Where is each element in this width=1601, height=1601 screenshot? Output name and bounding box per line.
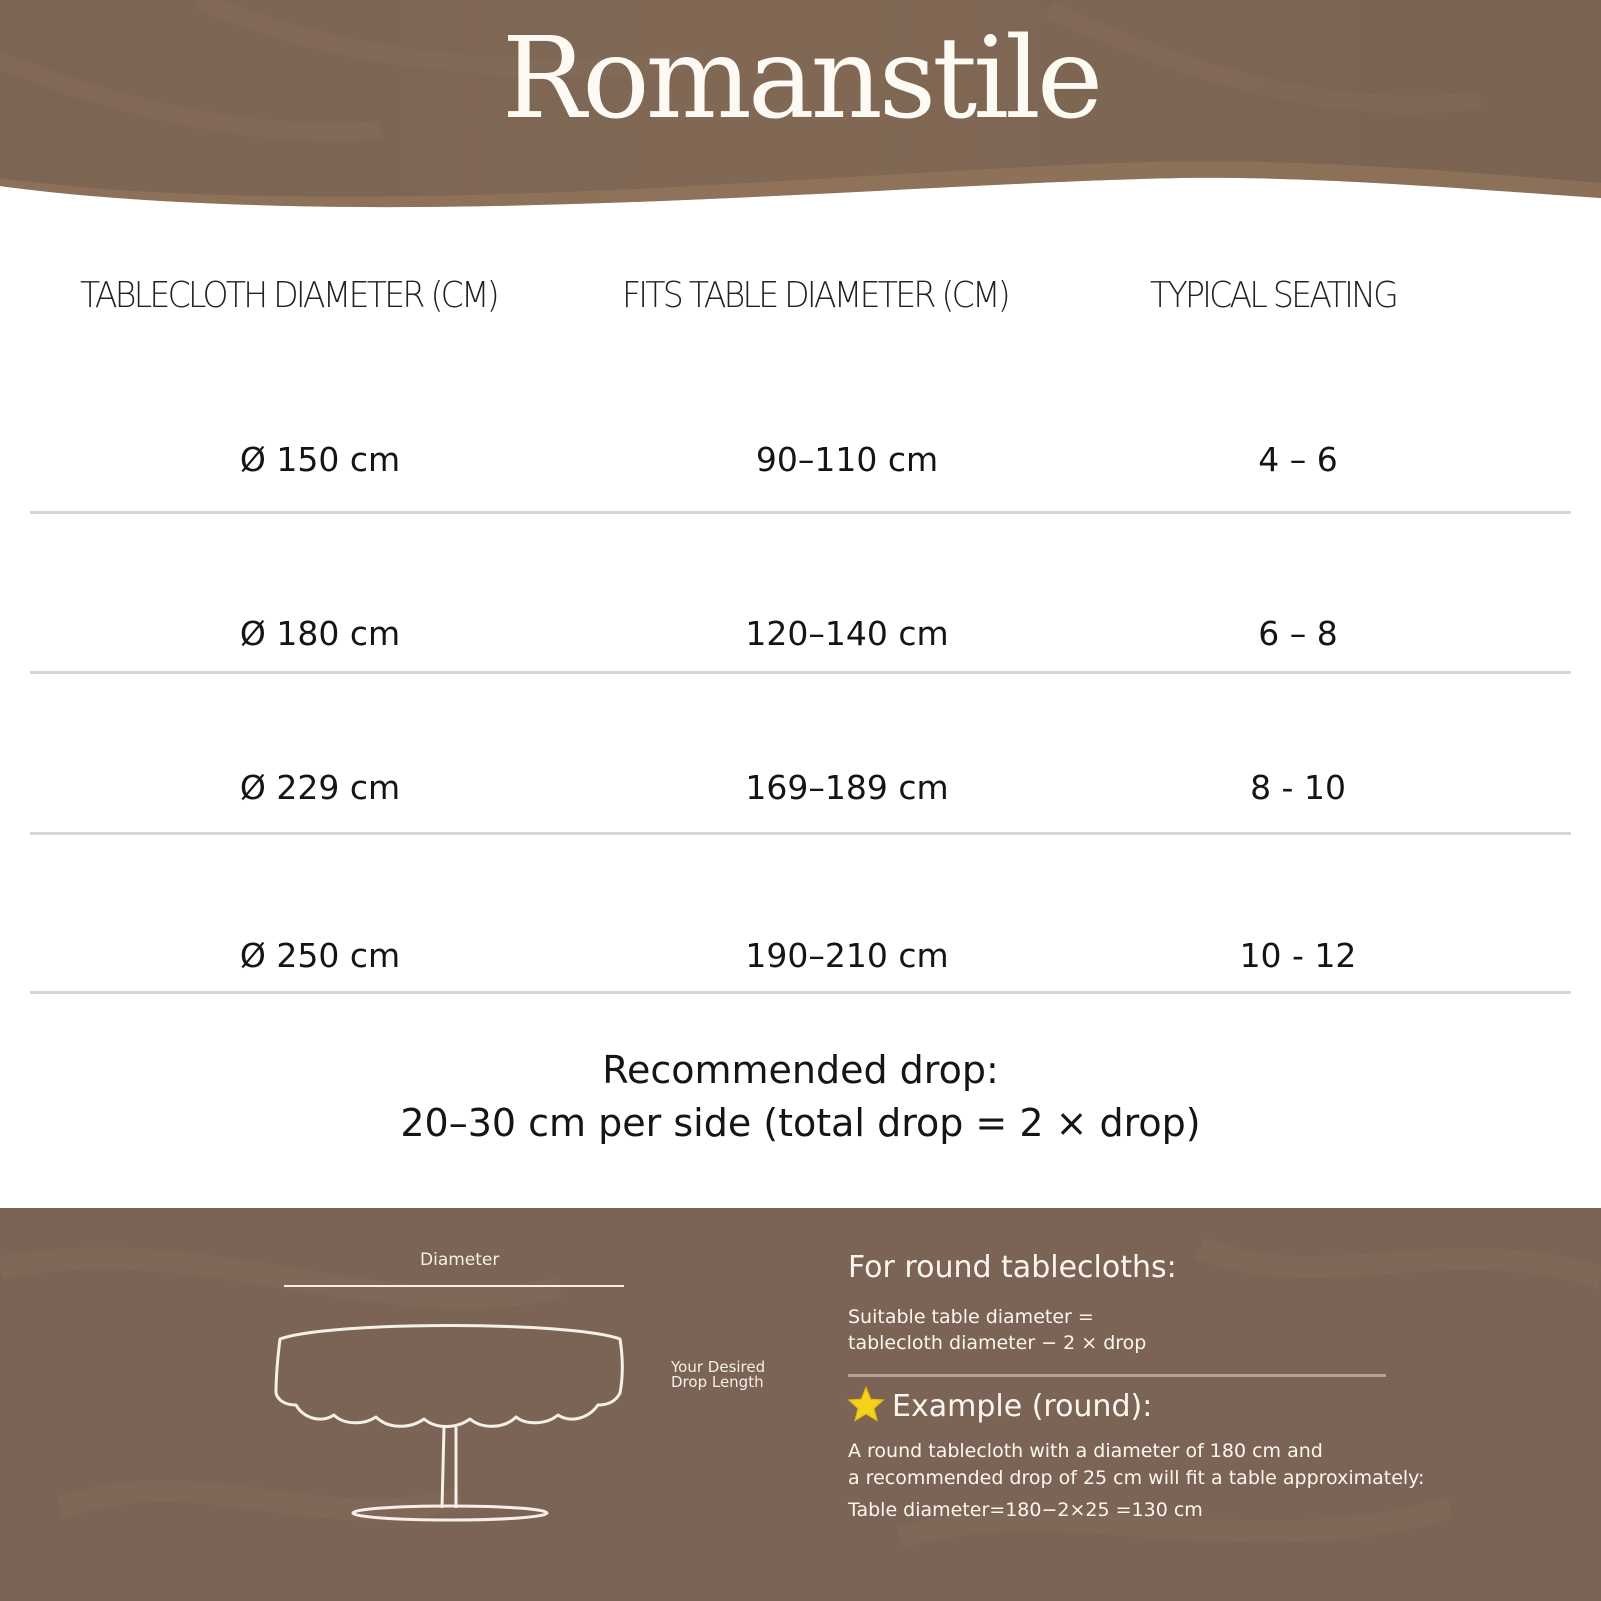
cell-typical-seating: 10 - 12	[1239, 936, 1357, 975]
example-title: Example (round):	[892, 1389, 1153, 1424]
footer-texture	[0, 1208, 1601, 1601]
header-typical-seating: TYPICAL SEATING	[1150, 275, 1397, 316]
header-fits-table-diameter: FITS TABLE DIAMETER (CM)	[622, 275, 1008, 316]
cell-fits-table-diameter: 90–110 cm	[755, 440, 939, 479]
example-line-2: a recommended drop of 25 cm will fit a table approximately:	[848, 1467, 1425, 1489]
cell-fits-table-diameter: 120–140 cm	[745, 614, 949, 653]
star-icon	[847, 1386, 885, 1422]
cell-tablecloth-diameter: Ø 150 cm	[239, 440, 401, 479]
recommended-drop-detail: 20–30 cm per side (total drop = 2 × drop)	[400, 1101, 1201, 1145]
row-divider	[30, 671, 1571, 674]
formula-line-2: tablecloth diameter − 2 × drop	[848, 1332, 1147, 1354]
info-footer	[0, 1208, 1601, 1601]
info-title: For round tablecloths:	[848, 1250, 1177, 1285]
header-tablecloth-diameter: TABLECLOTH DIAMETER (CM)	[80, 275, 497, 316]
cell-typical-seating: 4 – 6	[1258, 440, 1338, 479]
cell-tablecloth-diameter: Ø 180 cm	[239, 614, 401, 653]
example-line-3: Table diameter=180−2×25 =130 cm	[848, 1499, 1203, 1521]
tablecloth-diagram	[270, 1243, 630, 1543]
row-divider	[30, 832, 1571, 835]
brand-logo: Romanstile	[501, 14, 1100, 144]
formula-line-1: Suitable table diameter =	[848, 1306, 1094, 1328]
row-divider	[30, 511, 1571, 514]
cell-typical-seating: 8 - 10	[1250, 768, 1346, 807]
recommended-drop-title: Recommended drop:	[602, 1048, 999, 1092]
example-line-1: A round tablecloth with a diameter of 180 cm and	[848, 1440, 1323, 1462]
info-divider	[848, 1374, 1386, 1377]
cell-tablecloth-diameter: Ø 229 cm	[239, 768, 401, 807]
cell-tablecloth-diameter: Ø 250 cm	[239, 936, 401, 975]
row-divider	[30, 991, 1571, 994]
brand-header	[0, 0, 1601, 215]
cell-typical-seating: 6 – 8	[1258, 614, 1338, 653]
cell-fits-table-diameter: 169–189 cm	[745, 768, 949, 807]
drop-length-label: Your Desired Drop Length	[671, 1358, 766, 1391]
diameter-label: Diameter	[420, 1250, 500, 1270]
cell-fits-table-diameter: 190–210 cm	[745, 936, 949, 975]
